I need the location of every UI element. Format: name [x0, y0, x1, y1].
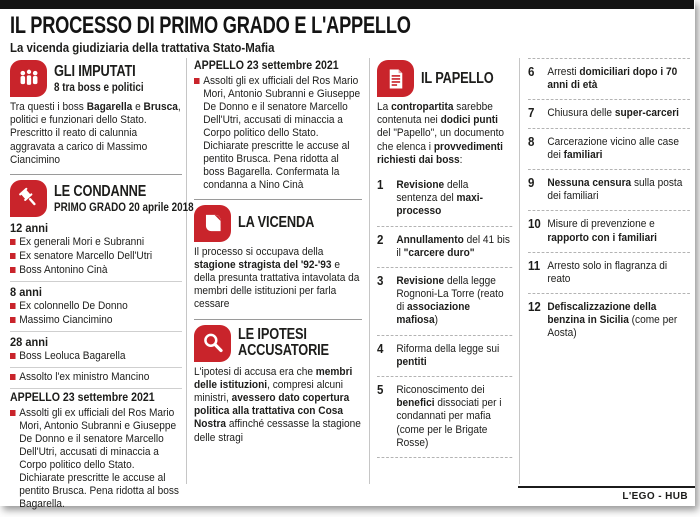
section-title-condanne: LE CONDANNE: [54, 182, 147, 200]
item-text: Carcerazione vicino alle case dei familiari: [547, 135, 679, 161]
papello-item: [528, 100, 690, 128]
bullet-square: [194, 78, 200, 84]
column-divider: [519, 58, 520, 484]
section-divider: [194, 319, 362, 320]
item-number: 5: [377, 383, 384, 397]
group-divider: [10, 367, 182, 368]
item-text: Nessuna censura sulla posta dei familiari: [547, 176, 683, 203]
item-number: 12: [528, 300, 541, 315]
sentence-name: Ex generali Mori e Subranni: [19, 235, 145, 248]
sentence-row: [10, 350, 182, 363]
appello-heading: APPELLO 23 settembre 2021: [194, 60, 339, 72]
vicenda-text: Il processo si occupava della stagione stragista del '92-'93 e della presunta trattativa intavolata da membri delle istituzioni per farla cessare: [194, 245, 360, 311]
bullet-square: [10, 239, 16, 245]
appello-block-1: [10, 392, 182, 511]
ipotesi-text: L'ipotesi di accusa era che membri delle istituzioni, compresi alcuni ministri, avessero dato copertura politica alla trattativa con Cosa Nostra affinché cessasse la stagione delle stragi: [194, 365, 361, 444]
column-divider: [186, 58, 187, 484]
group-divider: [10, 388, 182, 389]
papello-intro: La contropartita sarebbe contenuta nei dodici punti del "Papello", un documento che elenca i provvedimenti richiesti dai boss:: [377, 101, 505, 166]
papello-list-6-12: [528, 58, 690, 348]
sentence-name: Ex senatore Marcello Dell'Utri: [19, 249, 153, 262]
section-divider: [10, 174, 182, 175]
papello-item: [528, 129, 690, 170]
item-number: 8: [528, 134, 535, 149]
acquittal-text: Assolto l'ex ministro Mancino: [19, 370, 150, 383]
section-subtitle-condanne: PRIMO GRADO 20 aprile 2018: [54, 201, 194, 214]
column-defendants: [10, 58, 194, 511]
item-number: 9: [528, 175, 535, 190]
sentence-row: [10, 236, 182, 249]
papello-item: [528, 170, 690, 211]
bullet-square: [10, 410, 16, 416]
top-bar: [0, 0, 694, 9]
bullet-square: [10, 317, 16, 323]
item-text: Annullamento del 41 bis il "carcere duro": [396, 233, 510, 259]
item-number: 2: [377, 232, 384, 247]
bullet-square: [10, 303, 16, 309]
item-text: Riforma della legge sui pentiti: [396, 342, 500, 368]
section-title-vicenda: LA VICENDA: [238, 214, 315, 232]
sentence-group-12: [10, 221, 182, 277]
sentence-group-28: [10, 335, 182, 363]
bullet-square: [10, 267, 16, 273]
bullet-square: [10, 253, 16, 259]
page-subtitle: La vicenda giudiziaria della trattativa Stato-Mafia: [10, 40, 275, 55]
item-number: 7: [528, 106, 535, 121]
sentence-name: Boss Leoluca Bagarella: [19, 349, 126, 362]
column-papello: [377, 58, 512, 458]
sentence-years: 28 anni: [10, 334, 49, 349]
imputati-text: Tra questi i boss Bagarella e Brusca, politici e funzionari dello Stato. Prescritto il reato di calunnia aggravata a carico di Massimo Ciancimino: [10, 101, 181, 166]
appello-text: Assolti gli ex ufficiali del Ros Mario Mori, Antonio Subranni e Giuseppe De Donno e il senatore Marcello Dell'Utri, accusati di minaccia a Corpo politico dello Stato. Dichiarate prescritte le accuse al pentito Brusca. Pena ridotta al boss Bagarella. Confermata la condanna a Nino Cinà: [203, 75, 361, 191]
section-title-ipotesi: LE IPOTESI ACCUSATORIE: [238, 325, 329, 360]
sentence-group-8: [10, 285, 182, 327]
section-imputati-header: [10, 60, 182, 97]
column-story: [194, 58, 362, 445]
document-icon: [377, 60, 414, 97]
sentence-years: 12 anni: [10, 220, 49, 235]
gavel-icon: [10, 180, 47, 217]
people-icon: [10, 60, 47, 97]
papello-item: [528, 58, 690, 100]
item-number: 1: [377, 177, 384, 192]
sentence-row: [10, 264, 182, 277]
papello-item: [377, 172, 512, 227]
column-papello-2: [528, 58, 690, 348]
page-title: IL PROCESSO DI PRIMO GRADO E L'APPELLO: [10, 12, 411, 39]
item-text: Defiscalizzazione della benzina in Sicilia (come per Aosta): [547, 301, 678, 340]
item-text: Chiusura delle super-carceri: [547, 107, 679, 120]
item-text: Arresto solo in flagranza di reato: [547, 259, 668, 285]
sentence-row: [10, 314, 182, 327]
sentence-row: [10, 250, 182, 263]
acquittal-row: [10, 371, 182, 384]
footer-rule: [518, 486, 695, 488]
section-vicenda-header: [194, 205, 362, 242]
magnifier-icon: [194, 325, 231, 362]
group-divider: [10, 281, 182, 282]
bullet-square: [10, 374, 16, 380]
papello-item: [377, 336, 512, 377]
item-number: 3: [377, 273, 384, 288]
section-subtitle-imputati: 8 tra boss e politici: [54, 82, 144, 94]
section-divider: [194, 199, 362, 200]
sentence-name: Massimo Ciancimino: [19, 313, 113, 326]
item-number: 6: [528, 65, 535, 79]
section-title-imputati: GLI IMPUTATI: [54, 63, 136, 80]
item-text: Arresti domiciliari dopo i 70 anni di età: [547, 66, 678, 92]
papello-item: [528, 253, 690, 294]
book-icon: [194, 205, 231, 242]
item-text: Misure di prevenzione e rapporto con i familiari: [547, 218, 657, 244]
section-condanne-header: [10, 180, 194, 217]
group-divider: [10, 331, 182, 332]
appello-block-2: [194, 60, 362, 192]
section-ipotesi-header: [194, 325, 362, 362]
section-papello-header: [377, 60, 512, 97]
papello-list-1-5: [377, 172, 512, 458]
item-number: 10: [528, 217, 541, 232]
item-text: Revisione della legge Rognoni-La Torre (reato di associazione mafiosa): [396, 274, 504, 327]
papello-item: [528, 294, 690, 348]
bullet-square: [10, 353, 16, 359]
sentence-years: 8 anni: [10, 284, 42, 299]
papello-item: [377, 227, 512, 268]
appello-text: Assolti gli ex ufficiali del Ros Mario Mori, Antonio Subranni e Giuseppe De Donno e il senatore Marcello Dell'Utri, accusati di minaccia a Corpo politico dello Stato. Dichiarate prescritte le accuse al pentito Brusca. Pena ridotta al boss Bagarella.: [19, 406, 179, 510]
item-text: Riconoscimento dei benefici dissociati per i condannati per mafia (come per le Brigate Rosse): [396, 384, 502, 449]
papello-item: [377, 377, 512, 458]
section-title-papello: IL PAPELLO: [421, 69, 494, 87]
credit: L'EGO - HUB: [622, 491, 688, 502]
papello-item: [377, 268, 512, 336]
column-divider: [369, 58, 370, 484]
item-number: 11: [528, 258, 541, 273]
sentence-name: Ex colonnello De Donno: [19, 299, 128, 312]
item-number: 4: [377, 341, 384, 356]
appello-row: [194, 75, 362, 192]
sentence-row: [10, 300, 182, 313]
appello-heading: APPELLO 23 settembre 2021: [10, 391, 155, 404]
item-text: Revisione della sentenza del maxi-processo: [396, 178, 483, 218]
papello-item: [528, 211, 690, 252]
appello-row: [10, 407, 182, 511]
sentence-name: Boss Antonino Cinà: [19, 263, 108, 276]
